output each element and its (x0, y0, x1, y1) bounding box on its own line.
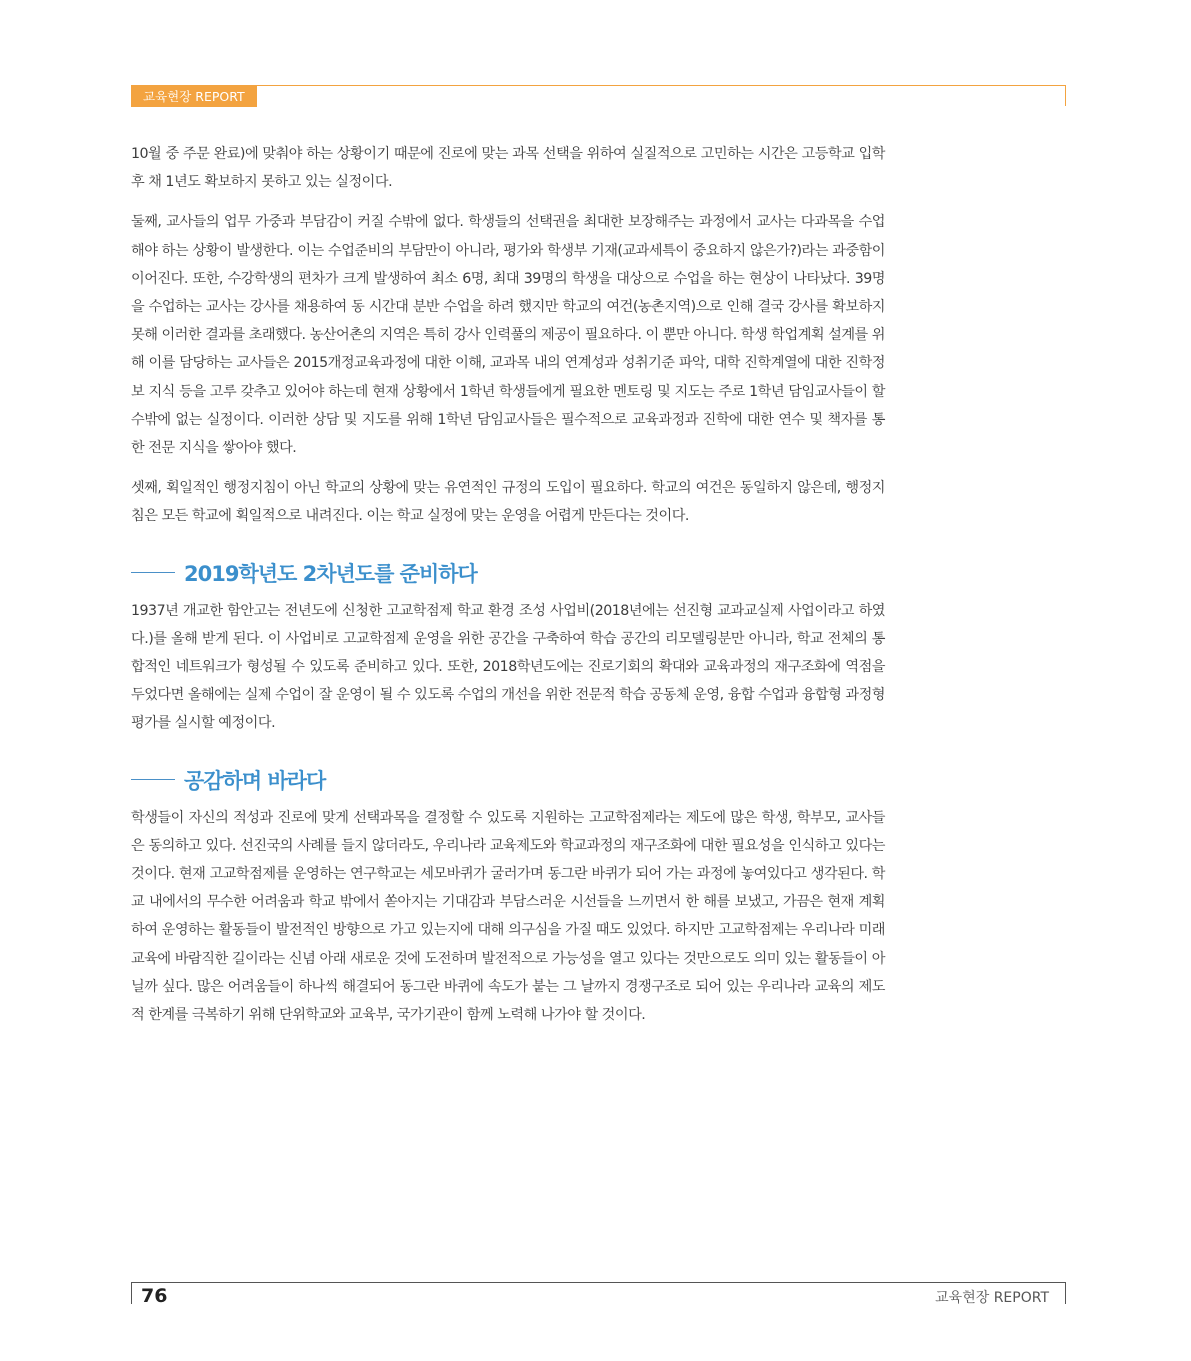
paragraph-section-2019: 1937년 개교한 함안고는 전년도에 신청한 고교학점제 학교 환경 조성 사업비(2018년에는 선진형 교과교실제 사업이라고 하였다.)를 올해 받게 된다. 이 사업비로 고교학점제 운영을 위한 공간을 구축하여 학습 공간의 리모델링분만 아니라, 학교 전체의 통합적인 네트워크가 형성될 수 있도록 준비하고 있다. 또한, 2018학년도에는 진로기회의 확대와 교육과정의 재구조화에 역점을 두었다면 올해에는 실제 수업이 잘 운영이 될 수 있도록 수업의 개선을 위한 전문적 학습 공동체 운영, 융합 수업과 융합형 과정형 평가를 실시할 예정이다. (131, 602, 885, 732)
section-heading-2019 (131, 557, 885, 589)
paragraph-section-empathy: 학생들이 자신의 적성과 진로에 맞게 선택과목을 결정할 수 있도록 지원하는 고교학점제라는 제도에 많은 학생, 학부모, 교사들은 동의하고 있다. 선진국의 사례를 들지 않더라도, 우리나라 교육제도와 학교과정의 재구조화에 대한 필요성을 인식하고 있다는 것이다. 현재 고교학점제를 운영하는 연구학교는 세모바퀴가 굴러가며 동그란 바퀴가 되어 가는 과정에 놓여있다고 생각된다. 학교 내에서의 무수한 어려움과 학교 밖에서 쏟아지는 기대감과 부담스러운 시선들을 느끼면서 한 해를 보냈고, 가끔은 현재 계획하여 운영하는 활동들이 발전적인 방향으로 가고 있는지에 대해 의구심을 가질 때도 있었다. 하지만 고교학점제는 우리나라 미래교육에 바람직한 길이라는 신념 아래 새로운 것에 도전하며 발전적으로 가능성을 열고 있다는 것만으로도 의미 있는 활동들이 아닐까 싶다. 많은 어려움들이 하나씩 해결되어 동그란 바퀴에 속도가 붙는 그 날까지 경쟁구조로 되어 있는 우리나라 교육의 제도적 한계를 극복하기 위해 단위학교와 교육부, 국가기관이 함께 노력해 나가야 할 것이다. (131, 809, 885, 1024)
section-rule (131, 572, 175, 573)
paragraph-intro-2: 둘째, 교사들의 업무 가중과 부담감이 커질 수밖에 없다. 학생들의 선택권을 최대한 보장해주는 과정에서 교사는 다과목을 수업해야 하는 상황이 발생한다. 이는 수업준비의 부담만이 아니라, 평가와 학생부 기재(교과세특이 중요하지 않은가?)라는 과중함이 이어진다. 또한, 수강학생의 편차가 크게 발생하여 최소 6명, 최대 39명의 학생을 대상으로 수업을 하는 현상이 나타났다. 39명을 수업하는 교사는 강사를 채용하여 동 시간대 분반 수업을 하려 했지만 학교의 여건(농촌지역)으로 인해 결국 강사를 확보하지 못해 이러한 결과를 초래했다. 농산어촌의 지역은 특히 강사 인력풀의 제공이 필요하다. 이 뿐만 아니다. 학생 학업계획 설계를 위해 이를 담당하는 교사들은 2015개정교육과정에 대한 이해, 교과목 내의 연계성과 성취기준 파악, 대학 진학계열에 대한 진학정보 지식 등을 고루 갖추고 있어야 하는데 현재 상황에서 1학년 학생들에게 필요한 멘토링 및 지도는 주로 1학년 담임교사들이 할 수밖에 없는 실정이다. 이러한 상담 및 지도를 위해 1학년 담임교사들은 필수적으로 교육과정과 진학에 대한 연수 및 책자를 통한 전문 지식을 쌓아야 했다. (131, 214, 885, 457)
section-title-2019: 2019학년도 2차년도를 준비하다 (184, 561, 477, 586)
paragraph-intro-1: 10월 중 주문 완료)에 맞춰야 하는 상황이기 때문에 진로에 맞는 과목 선택을 위하여 실질적으로 고민하는 시간은 고등학교 입학 후 채 1년도 확보하지 못하고 있는 실정이다. (131, 146, 885, 191)
footer-rule (131, 1282, 1066, 1304)
section-rule (131, 779, 175, 780)
header-tag: 교육현장 REPORT (131, 86, 257, 107)
section-heading-empathy (131, 764, 885, 796)
section-title-empathy: 공감하며 바라다 (184, 768, 326, 793)
footer-title: 교육현장 REPORT (935, 1290, 1049, 1306)
paragraph-intro-3: 셋째, 획일적인 행정지침이 아닌 학교의 상황에 맞는 유연적인 규정의 도입이 필요하다. 학교의 여건은 동일하지 않은데, 행정지침은 모든 학교에 획일적으로 내려진다. 이는 학교 실정에 맞는 운영을 어렵게 만든다는 것이다. (131, 480, 885, 525)
page-number: 76 (141, 1285, 168, 1307)
header-rule (131, 85, 1066, 106)
article-body (131, 140, 885, 1041)
